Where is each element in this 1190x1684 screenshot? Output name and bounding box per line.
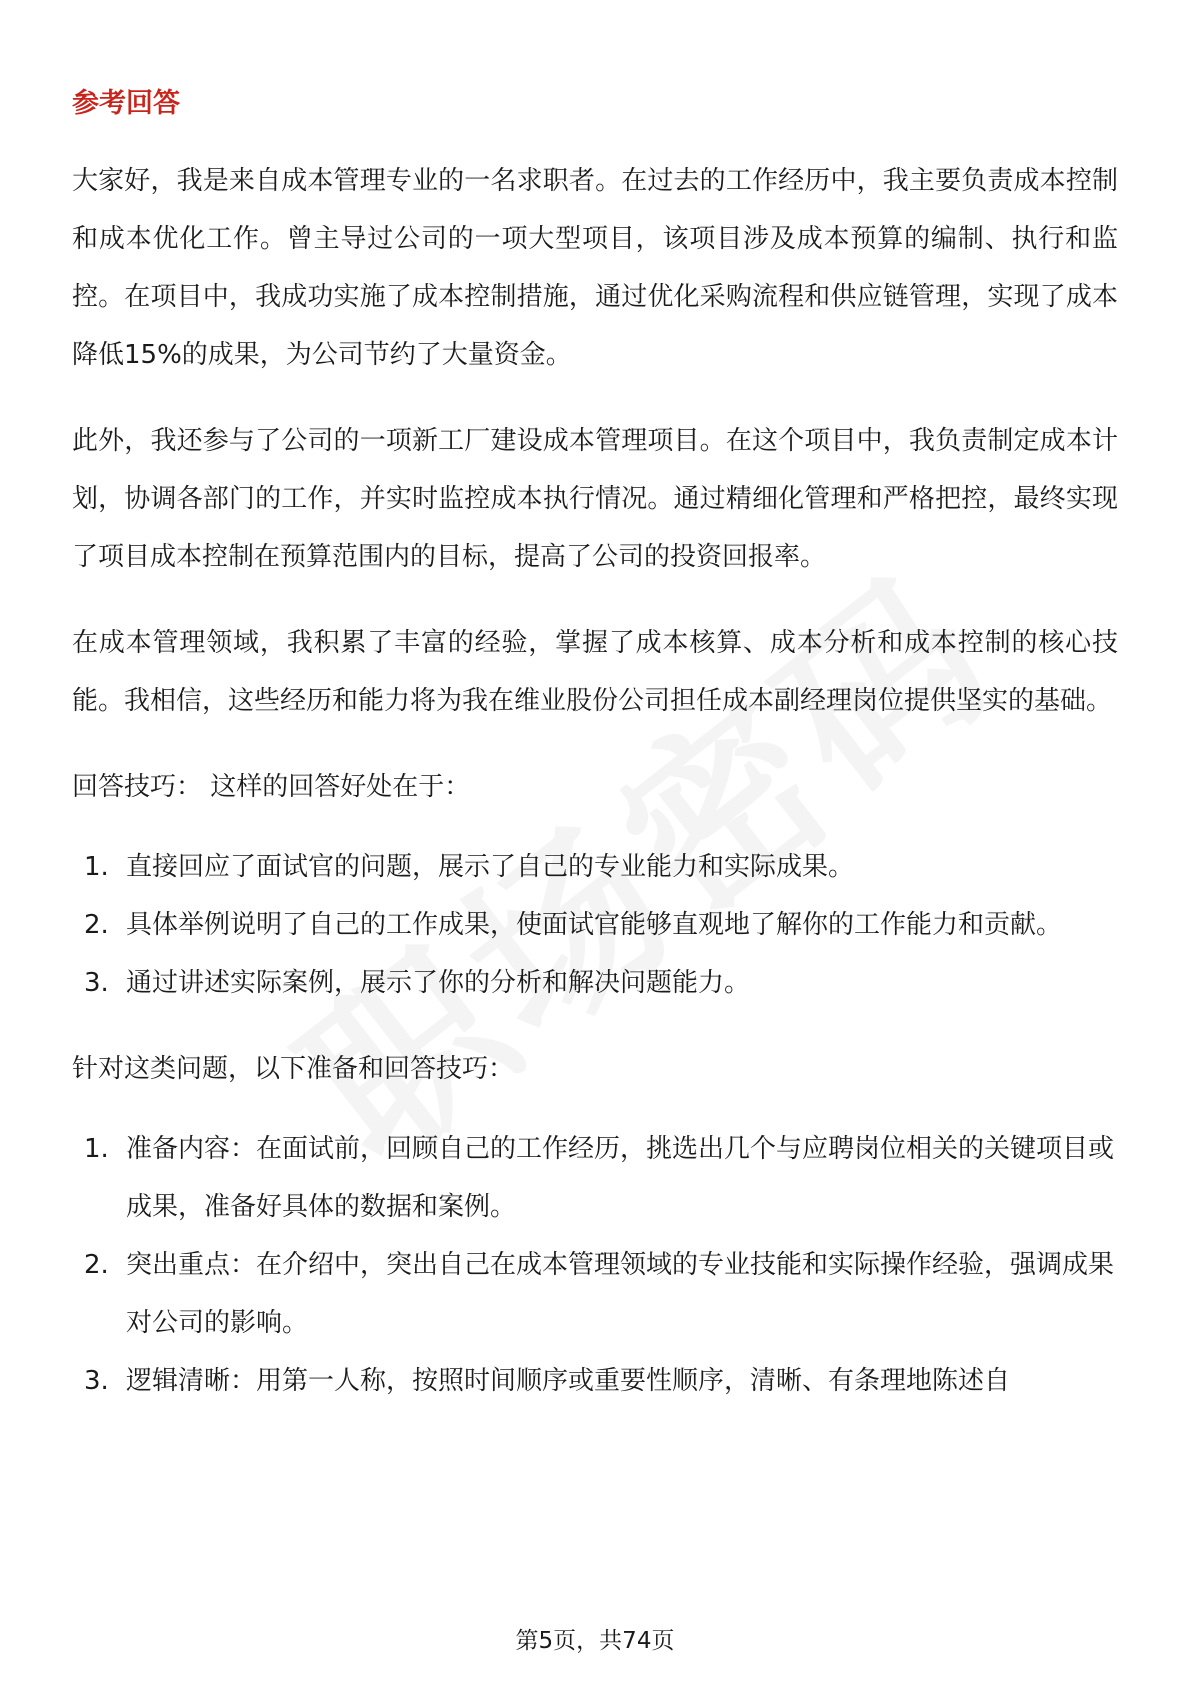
list-number: 2. <box>84 910 109 940</box>
list-item <box>72 838 1118 896</box>
tips-intro: 回答技巧： 这样的回答好处在于： <box>72 772 471 802</box>
paragraph-3: 在成本管理领域，我积累了丰富的经验，掌握了成本核算、成本分析和成本控制的核心技能。我相信，这些经历和能力将为我在维业股份公司担任成本副经理岗位提供坚实的基础。 <box>72 628 1118 716</box>
list-text: 突出重点：在介绍中，突出自己在成本管理领域的专业技能和实际操作经验，强调成果对公司的影响。 <box>126 1250 1115 1338</box>
list-number: 1. <box>84 852 109 882</box>
list-number: 2. <box>84 1250 109 1280</box>
list-text: 具体举例说明了自己的工作成果，使面试官能够直观地了解你的工作能力和贡献。 <box>126 910 1063 940</box>
prep-intro: 针对这类问题，以下准备和回答技巧： <box>72 1054 515 1084</box>
list-item <box>72 1120 1118 1236</box>
list-number: 3. <box>84 968 109 998</box>
list-item <box>72 954 1118 1012</box>
tips-list <box>72 838 1118 1012</box>
section-heading: 参考回答 <box>72 88 180 119</box>
list-text: 直接回应了面试官的问题，展示了自己的专业能力和实际成果。 <box>126 852 855 882</box>
list-text: 通过讲述实际案例，展示了你的分析和解决问题能力。 <box>126 968 751 998</box>
list-text: 逻辑清晰：用第一人称，按照时间顺序或重要性顺序，清晰、有条理地陈述自 <box>126 1366 1011 1396</box>
list-item <box>72 1236 1118 1352</box>
document-page <box>72 84 1118 1438</box>
paragraph-1: 大家好，我是来自成本管理专业的一名求职者。在过去的工作经历中，我主要负责成本控制和成本优化工作。曾主导过公司的一项大型项目，该项目涉及成本预算的编制、执行和监控。在项目中，我成功实施了成本控制措施，通过优化采购流程和供应链管理，实现了成本降低15%的成果，为公司节约了大量资金。 <box>72 166 1118 370</box>
page-number: 第5页，共74页 <box>515 1628 675 1654</box>
list-number: 3. <box>84 1366 109 1396</box>
paragraph-2: 此外，我还参与了公司的一项新工厂建设成本管理项目。在这个项目中，我负责制定成本计划，协调各部门的工作，并实时监控成本执行情况。通过精细化管理和严格把控，最终实现了项目成本控制在预算范围内的目标，提高了公司的投资回报率。 <box>72 426 1118 572</box>
list-number: 1. <box>84 1134 109 1164</box>
prep-list <box>72 1120 1118 1410</box>
list-text: 准备内容：在面试前，回顾自己的工作经历，挑选出几个与应聘岗位相关的关键项目或成果，准备好具体的数据和案例。 <box>126 1134 1115 1222</box>
list-item <box>72 896 1118 954</box>
list-item <box>72 1352 1118 1410</box>
